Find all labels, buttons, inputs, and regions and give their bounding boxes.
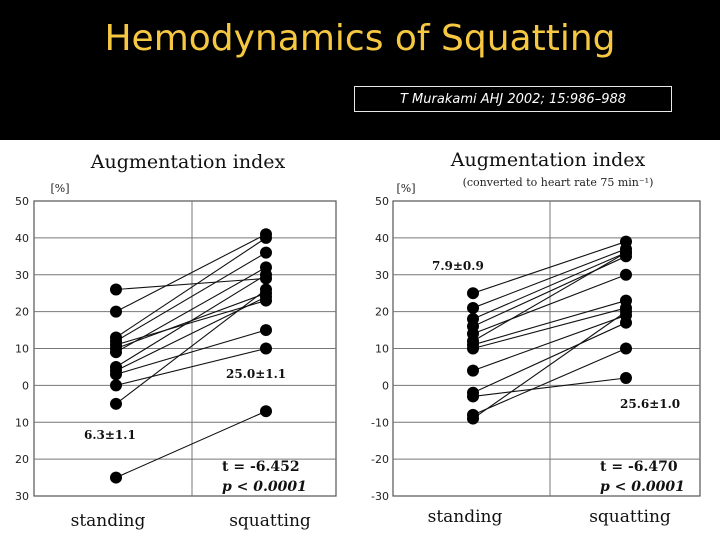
- right-standing-mean: 7.9±0.9: [432, 259, 484, 273]
- right-squatting-point: [620, 269, 632, 281]
- right-squatting-point: [620, 306, 632, 318]
- right-chart-title: Augmentation index: [450, 149, 646, 171]
- right-y-tick-label: 0: [382, 379, 389, 393]
- left-y-tick-label: 30: [15, 268, 29, 282]
- left-y-tick-label: 0: [22, 379, 29, 393]
- right-squatting-mean: 25.6±1.0: [620, 397, 681, 411]
- left-squatting-point: [260, 284, 272, 296]
- left-standing-point: [110, 398, 122, 410]
- right-standing-point: [467, 302, 479, 314]
- left-standing-point: [110, 306, 122, 318]
- right-standing-point: [467, 390, 479, 402]
- right-squatting-point: [620, 372, 632, 384]
- left-squatting-point: [260, 232, 272, 244]
- left-pair-line: [116, 253, 266, 342]
- right-p-value: p < 0.0001: [600, 479, 685, 495]
- left-squatting-point: [260, 405, 272, 417]
- left-y-tick-label: 50: [15, 195, 29, 208]
- left-squatting-point: [260, 324, 272, 336]
- left-standing-point: [110, 346, 122, 358]
- right-y-tick-label: -30: [371, 490, 389, 503]
- right-y-tick-label: 20: [375, 305, 389, 319]
- left-pair-line: [116, 297, 266, 371]
- left-pair-line: [116, 275, 266, 367]
- right-standing-point: [467, 413, 479, 425]
- left-pair-line: [116, 290, 266, 404]
- slide-title: Hemodynamics of Squatting: [104, 18, 616, 59]
- left-pair-line: [116, 267, 266, 352]
- left-standing-point: [110, 379, 122, 391]
- right-category-standing: standing: [427, 507, 503, 527]
- left-pair-line: [116, 234, 266, 311]
- left-squatting-point: [260, 269, 272, 281]
- right-standing-point: [467, 365, 479, 377]
- right-y-tick-label: 40: [375, 231, 389, 245]
- left-squatting-mean: 25.0±1.1: [226, 367, 287, 381]
- right-t-statistic: t = -6.470: [600, 459, 678, 475]
- right-standing-point: [467, 343, 479, 355]
- right-y-tick-label: 10: [375, 342, 389, 356]
- left-chart-title: Augmentation index: [90, 151, 286, 173]
- figure-panel: [0, 140, 720, 540]
- left-standing-point: [110, 368, 122, 380]
- left-category-squatting: squatting: [229, 511, 311, 531]
- left-category-standing: standing: [70, 511, 146, 531]
- left-squatting-point: [260, 247, 272, 259]
- left-squatting-point: [260, 343, 272, 355]
- right-y-tick-label: -10: [371, 416, 389, 430]
- right-squatting-point: [620, 247, 632, 259]
- right-squatting-point: [620, 343, 632, 355]
- right-y-tick-label: 50: [375, 195, 389, 208]
- left-standing-mean: 6.3±1.1: [84, 428, 136, 442]
- right-category-squatting: squatting: [589, 507, 671, 527]
- right-squatting-point: [620, 317, 632, 329]
- left-p-value: p < 0.0001: [222, 479, 307, 495]
- left-y-tick-label: 10: [15, 416, 29, 430]
- left-standing-point: [110, 284, 122, 296]
- right-standing-point: [467, 287, 479, 299]
- right-y-tick-label: -20: [371, 453, 389, 467]
- left-y-tick-label: 30: [15, 490, 29, 503]
- left-y-tick-label: 20: [15, 305, 29, 319]
- left-y-tick-label: 40: [15, 231, 29, 245]
- right-chart-subtitle: (converted to heart rate 75 min⁻¹): [462, 176, 654, 189]
- right-y-tick-label: 30: [375, 268, 389, 282]
- left-standing-point: [110, 472, 122, 484]
- left-t-statistic: t = -6.452: [222, 459, 300, 475]
- augmentation-index-charts: [0, 140, 720, 540]
- left-y-tick-label: 20: [15, 453, 29, 467]
- left-chart-unit: [%]: [50, 182, 70, 195]
- citation-box: T Murakami AHJ 2002; 15:986–988: [354, 86, 672, 112]
- left-y-tick-label: 10: [15, 342, 29, 356]
- right-chart-unit: [%]: [396, 182, 416, 195]
